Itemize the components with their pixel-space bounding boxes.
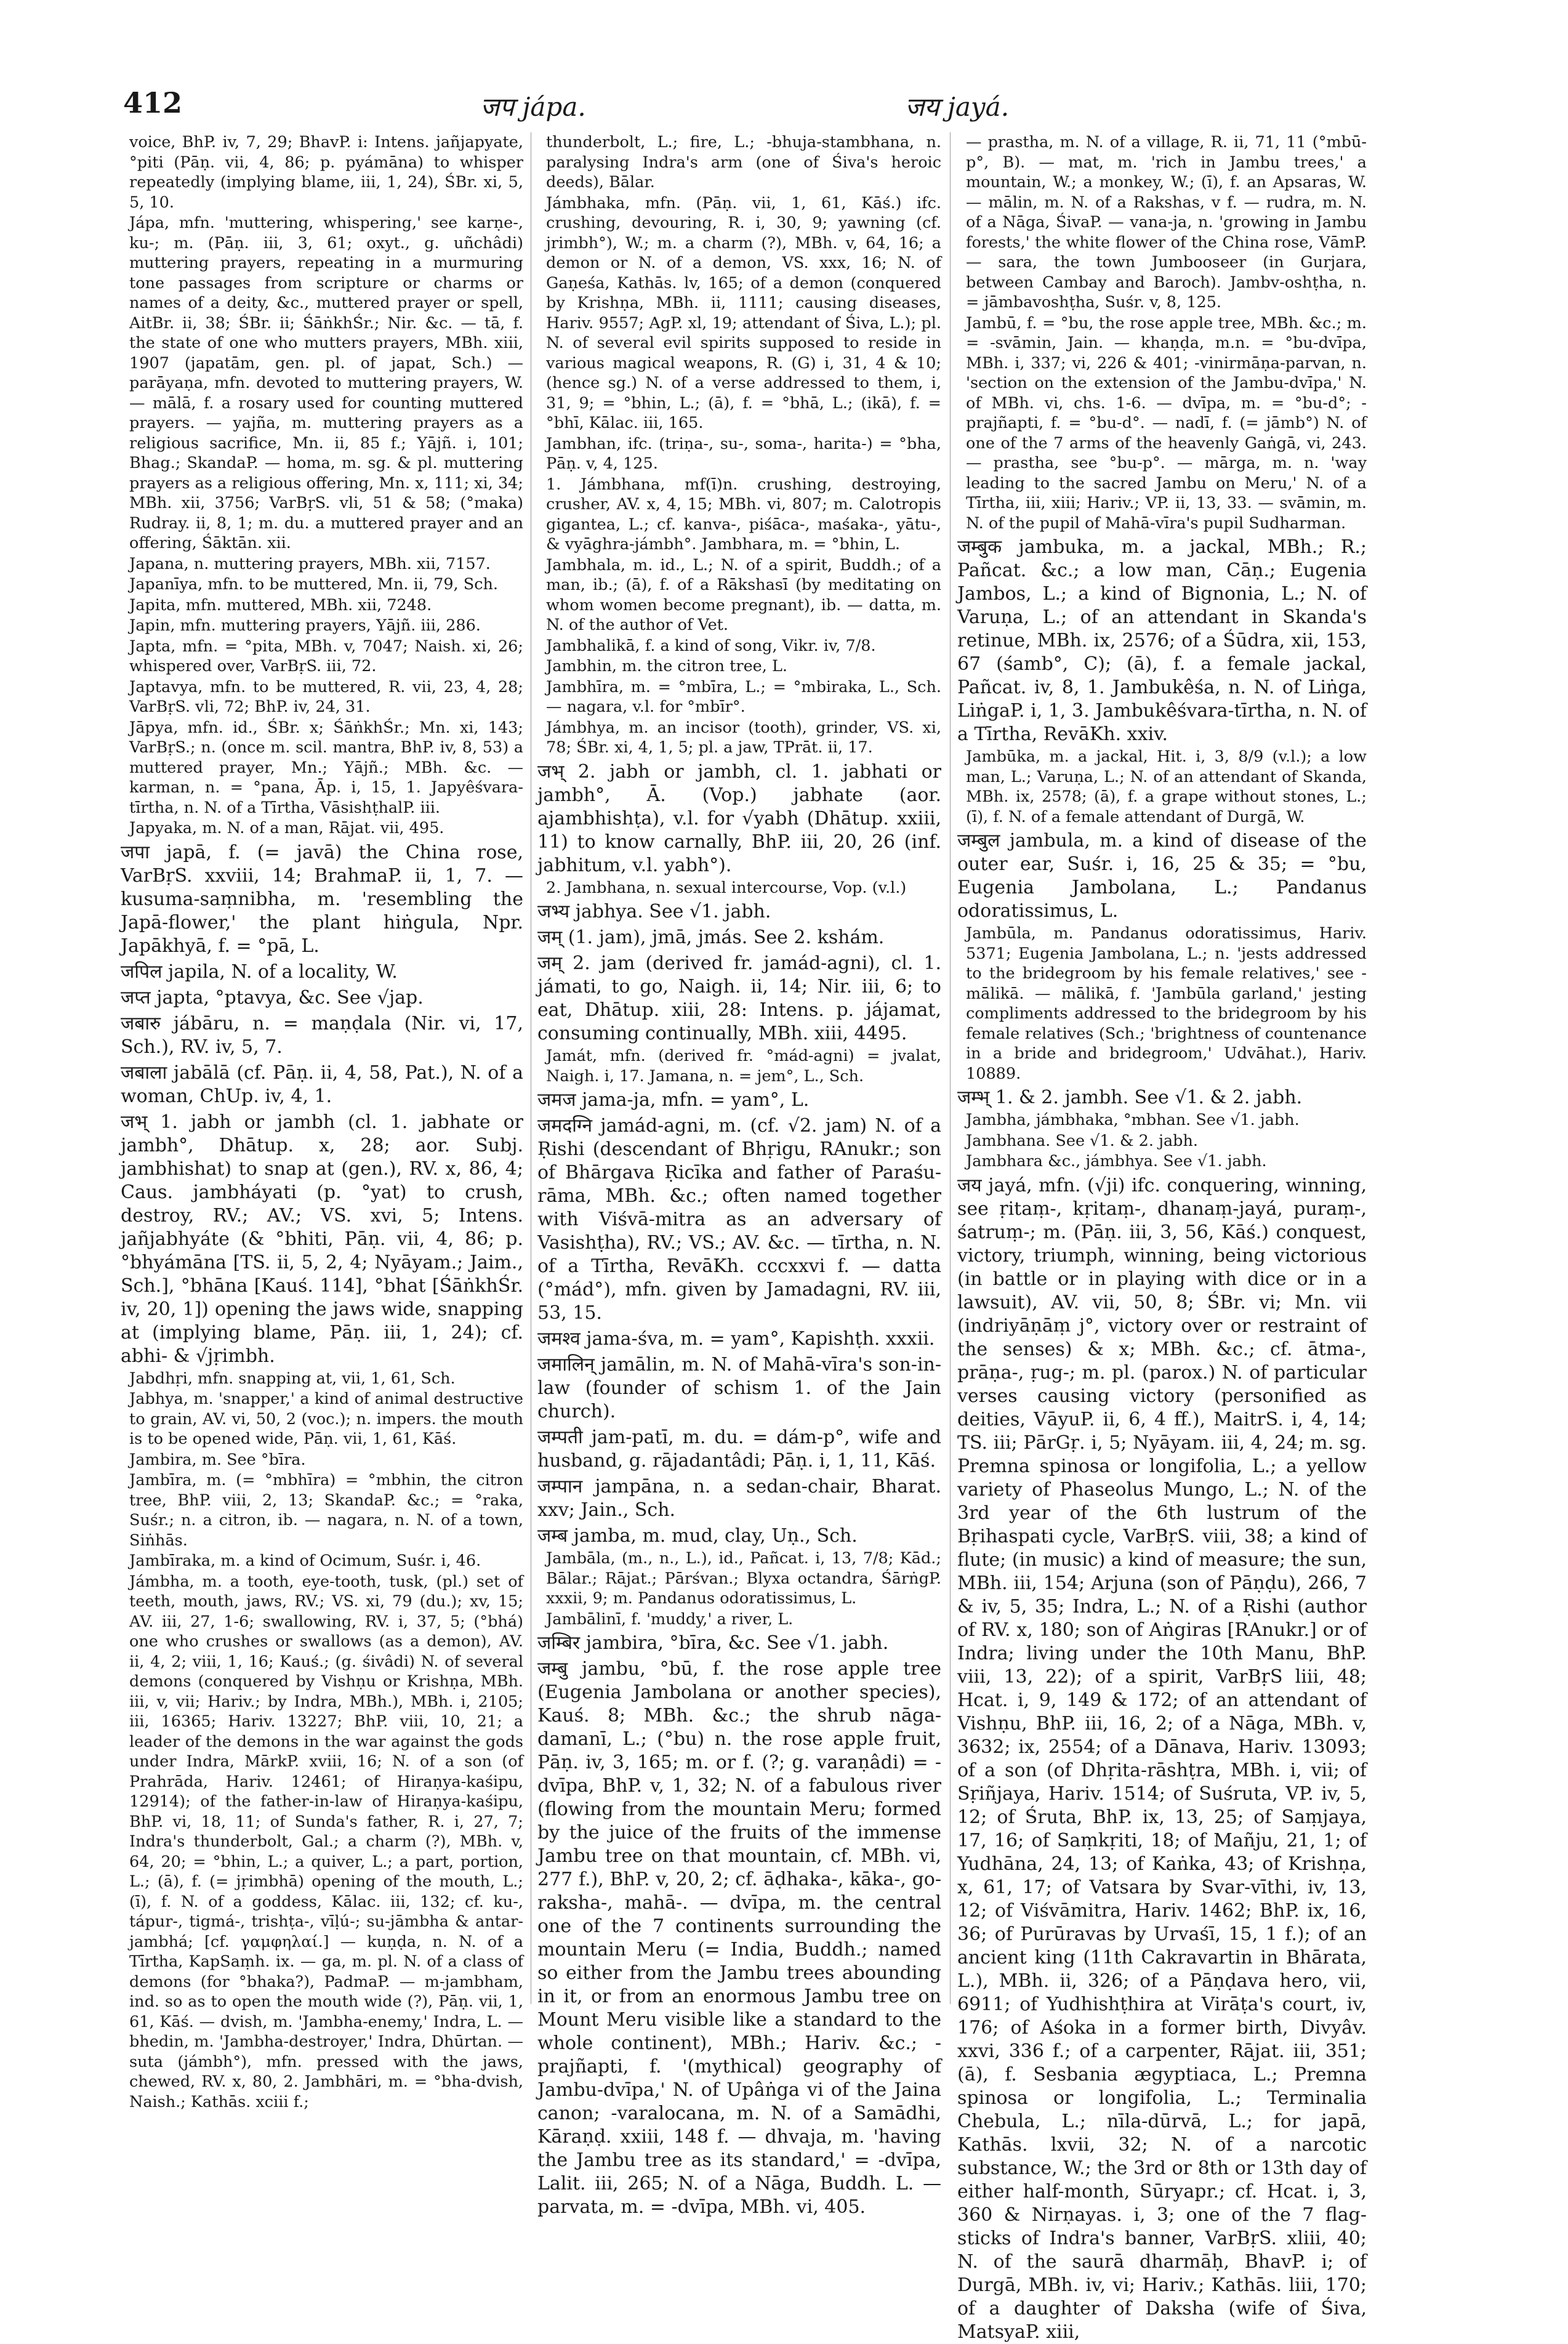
dictionary-subentry: Jambhalikā, f. a kind of song, Vikr. iv, 7/8.: [546, 636, 876, 655]
running-head-left: जप jápa.: [480, 92, 586, 122]
dictionary-headword-entry: जम्बुल jambula, m. a kind of disease of the outer ear, Suśr. i, 16, 25 & 35; = °bu, Eugenia Jambolana, L.; Pandanus odoratissimus, L.: [957, 830, 1367, 922]
column-1: [121, 132, 523, 2111]
dictionary-subentry: Jambū, f. = °bu, the rose apple tree, MBh. &c.; m. = -svāmin, Jain. — khaṇḍa, m.n. = °bu-dvīpa, MBh. i, 337; vi, 226 & 401; -vinirmāṇa-parvan, n. 'section on the extension of the Jambu-dvīpa,' N. of MBh. vi, chs. 1-6. — dvīpa, m. = °bu-d°; -prajñapti, f. = °bu-d°. — nadī, f. (= jāmb°) N. of one of the 7 arms of the heavenly Gaṅgā, vi, 243. — prastha, see °bu-p°. — mārga, m. n. 'way leading to the sacred Jambu on Meru,' N. of a Tīrtha, iii, xiii; Hariv.; VP. ii, 13, 33. — svāmin, m. N. of the pupil of Mahā-vīra's pupil Sudharman.: [966, 313, 1367, 533]
dictionary-headword-entry: जबारु jábāru, n. = maṇḍala (Nir. vi, 17, Sch.), RV. iv, 5, 7.: [121, 1012, 523, 1058]
dictionary-subentry: Jambūka, m. a jackal, Hit. i, 3, 8/9 (v.l.); a low man, L.; Varuṇa, L.; N. of an attendant of Skanda, MBh. ix, 2578; (ā), f. a grape without stones, L.; (ī), f. N. of a female attendant of Durgā, W.: [966, 747, 1367, 826]
dictionary-subentry: Jambira, m. See °bīra.: [129, 1450, 306, 1469]
dictionary-subentry: Japtavya, mfn. to be muttered, R. vii, 23, 4, 28; VarBṛS. vli, 72; BhP. iv, 24, 31.: [129, 677, 523, 716]
column-3: [957, 132, 1367, 2343]
dictionary-headword-entry: जपिल japila, N. of a locality, W.: [121, 961, 398, 983]
dictionary-headword-entry: जभ्य jabhya. See √1. jabh.: [537, 901, 771, 922]
dictionary-headword-entry: जमश्व jama-śva, m. = yam°, Kapishṭh. xxxii.: [537, 1328, 935, 1350]
page-header: [123, 86, 1354, 129]
dictionary-subentry: 2. Jambhana, n. sexual intercourse, Vop. (v.l.): [546, 878, 907, 897]
dictionary-subentry: Jámbha, m. a tooth, eye-tooth, tusk, (pl.) set of teeth, mouth, jaws, RV.; VS. xi, 79 (du.); xv, 15; AV. iii, 27, 1-6; swallowing, RV. i, 37, 5; (°bhá) one who crushes or swallows (as a demon), AV. ii, 4, 2; viii, 1, 16; Kauś.; (g. śivâdi) N. of several demons (conquered by Vishṇu or Krishṇa, MBh. iii, v, vii; Hariv.; by Indra, MBh.), MBh. i, 2105; iii, 16365; Hariv. 13227; BhP. viii, 10, 21; a leader of the demons in the war against the gods under Indra, MārkP. xviii, 16; N. of a son (of Prahrāda, Hariv. 12461; of Hiraṇya-kaśipu, 12914); of the father-in-law of Hiraṇya-kaśipu, BhP. vi, 18, 11; of Sunda's father, R. i, 27, 7; Indra's thunderbolt, Gal.; a charm (?), MBh. v, 64, 20; = °bhin, L.; a quiver, L.; a part, portion, L.; (ā), f. (= jṛimbhā) opening of the mouth, L.; (ī), f. N. of a goddess, Kālac. iii, 132; cf. ku-, tápur-, tigmá-, trishṭa-, vīḷú-; su-jāmbha & antar-jambhá; [cf. γαμφηλαί.] — kuṇḍa, n. N. of a Tīrtha, KapSaṃh. ix. — ga, m. pl. N. of a class of demons (for °bhaka?), PadmaP. — m-jambham, ind. so as to open the mouth wide (?), Pāṇ. vii, 1, 61, Kāś. — dvish, m. 'Jambha-enemy,' Indra, L. — bhedin, m. 'Jambha-destroyer,' Indra, Dhūrtan. — suta (jámbh°), mfn. pressed with the jaws, chewed, RV. x, 80, 2. Jambhāri, m. = °bha-dvish, Naish.; Kathās. xciii f.;: [129, 1572, 523, 2111]
dictionary-subentry: Jambha, jámbhaka, °mbhan. See √1. jabh.: [966, 1111, 1300, 1129]
dictionary-subentry: 1. Jámbhana, mf(ī)n. crushing, destroying, crusher, AV. x, 4, 15; MBh. vi, 807; m. Calotropis gigantea, L.; cf. kanva-, piśāca-, maśaka-, yātu-, & vyāghra-jámbh°. Jambhara, m. = °bhin, L.: [546, 475, 941, 554]
dictionary-subentry: Jambāla, (m., n., L.), id., Pañcat. i, 13, 7/8; Kād.; Bālar.; Rājat.; Pārśvan.; Blyxa octandra, ŚārṅgP. xxxii, 9; m. Pandanus odoratissimus, L.: [546, 1549, 941, 1608]
dictionary-subentry: Jambhala, m. id., L.; N. of a spirit, Buddh.; of a man, ib.; (ā), f. of a Rākshasī (by meditating on whom women become pregnant), ib. — datta, m. N. of the author of Vet.: [546, 555, 941, 634]
dictionary-subentry: Jámbhya, m. an incisor (tooth), grinder, VS. xi, 78; ŚBr. xi, 4, 1, 5; pl. a jaw, TPrāt. ii, 17.: [546, 718, 941, 757]
dictionary-headword-entry: जभ् 1. jabh or jambh (cl. 1. jabhate or jambh°, Dhātup. x, 28; aor. Subj. jambhishat) to snap at (gen.), RV. x, 86, 4; Caus. jambháyati (p. °yat) to crush, destroy, RV.; AV.; VS. xvi, 5; Intens. jañjabhyáte (& °bhiti, Pāṇ. vii, 4, 86; p. °bhyámāna [TS. ii, 5, 2, 4; Nyāyam.; Jaim., Sch.], °bhāna [Kauś. 114], °bhat [ŚāṅkhŚr. iv, 20, 1]) opening the jaws wide, snapping at (implying blame, Pāṇ. iii, 1, 24); cf. abhi- & √jṛimbh.: [121, 1111, 523, 1367]
dictionary-subentry: Jambūla, m. Pandanus odoratissimus, Hariv. 5371; Eugenia Jambolana, L.; n. 'jests addressed to the bridegroom by his female relatives,' see -mālikā. — mālikā, f. 'Jambūla garland,' jesting compliments addressed to the bridegroom by his female relatives (Sch.; 'brightness of countenance in a bride and bridegroom,' Udvāhat.), Hariv. 10889.: [966, 924, 1367, 1083]
dictionary-subentry: voice, BhP. iv, 7, 29; BhavP. i: Intens. jañjapyate, °piti (Pāṇ. vii, 4, 86; p. pyámāna) to whisper repeatedly (implying blame, iii, 1, 24), ŚBr. xi, 5, 5, 10.: [129, 133, 523, 212]
dictionary-subentry: Jabhya, m. 'snapper,' a kind of animal destructive to grain, AV. vi, 50, 2 (voc.); n. impers. the mouth is to be opened wide, Pāṇ. vii, 1, 61, Kāś.: [129, 1390, 523, 1448]
dictionary-headword-entry: जय jayá, mfn. (√ji) ifc. conquering, winning, see ṛitaṃ-, kṛitaṃ-, dhanaṃ-jayá, puraṃ-, śatruṃ-; m. (Pāṇ. iii, 3, 56, Kāś.) conquest, victory, triumph, winning, being victorious (in battle or in playing with dice or in a lawsuit), AV. vii, 50, 8; ŚBr. vi; Mn. vii (indriyāṇāṃ j°, victory over or restraint of the senses) & x; MBh. &c.; cf. ātma-, prāṇa-, ṛug-; m. pl. (parox.) N. of particular verses causing victory (personified as deities, VāyuP. ii, 6, 4 ff.), MaitrS. i, 4, 14; TS. iii; PārGṛ. i, 5; Nyāyam. iii, 4, 24; m. sg. Premna spinosa or longifolia, L.; a yellow variety of Phaseolus Mungo, L.; N. of the 3rd year of the 6th lustrum of the Bṛihaspati cycle, VarBṛS. viii, 38; a kind of flute; (in music) a kind of measure; the sun, MBh. iii, 154; Arjuna (son of Pāṇḍu), 266, 7 & iv, 5, 35; Indra, L.; N. of a Ṛishi (author of RV. x, 180; son of Aṅgiras [RAnukr.] or of Indra; living under the 10th Manu, BhP. viii, 13, 22); of a spirit, VarBṛS liii, 48; Hcat. i, 9, 149 & 172; of an attendant of Vishṇu, BhP. iii, 16, 2; of a Nāga, MBh. v, 3632; ix, 2554; of a Dānava, Hariv. 13093; of a son (of Dhṛita-rāshṭra, MBh. i, vii; of Sṛiñjaya, Hariv. 1514; of Suśruta, VP. iv, 5, 12; of Śruta, BhP. ix, 13, 25; of Saṃjaya, 17, 16; of Saṃkṛiti, 18; of Mañju, 21, 1; of Yudhāna, 24, 13; of Kaṅka, 43; of Krishṇa, x, 61, 17; of Vatsara by Svar-vīthi, iv, 13, 12; of Viśvāmitra, Hariv. 1462; BhP. ix, 16, 36; of Purūravas by Urvaśī, 15, 1 f.); of an ancient king (11th Cakravartin in Bhārata, L.), MBh. ii, 326; of a Pāṇḍava hero, vii, 6911; of Yudhishṭhira at Virāṭa's court, iv, 176; of Aśoka in a former birth, Divyâv. xxvi, 336 f.; of a carpenter, Rājat. iii, 351; (ā), f. Sesbania ægyptiaca, L.; Premna spinosa or longifolia, L.; Terminalia Chebula, L.; nīla-dūrvā, L.; for japā, Kathās. lxvii, 32; N. of a narcotic substance, W.; the 3rd or 8th or 13th day of either half-month, Sūryapr.; cf. Hcat. i, 3, 360 & Nirṇayas. i, 3; one of the 7 flag-sticks of Indra's banner, VarBṛS. xliii, 40; N. of the saurā dharmāḥ, BhavP. i; of Durgā, MBh. iv, vi; Hariv.; Kathās. liii, 170; of a daughter of Daksha (wife of Śiva, MatsyaP. xiii,: [957, 1174, 1367, 2343]
dictionary-headword-entry: जम् (1. jam), jmā, jmás. See 2. kshám.: [537, 927, 885, 948]
dictionary-subentry: Japin, mfn. muttering prayers, Yājñ. iii, 286.: [129, 616, 481, 635]
dictionary-headword-entry: जम्ब jamba, m. mud, clay, Uṇ., Sch.: [537, 1525, 858, 1547]
dictionary-headword-entry: जम्बु jambu, °bū, f. the rose apple tree (Eugenia Jambolana or another species), Kauś. 8; MBh. &c.; the shrub nāga-damanī, L.; (°bu) n. the rose apple fruit, Pāṇ. iv, 3, 165; m. or f. (?; g. varaṇâdi) = -dvīpa, BhP. v, 1, 32; N. of a fabulous river (flowing from the mountain Meru; formed by the juice of the fruits of the immense Jambu tree on that mountain, cf. MBh. vi, 277 f.), BhP. v, 20, 2; cf. āḍhaka-, kāka-, go-raksha-, mahā-. — dvīpa, m. the central one of the 7 continents surrounding the mountain Meru (= India, Buddh.; named so either from the Jambu trees abounding in it, or from an enormous Jambu tree on Mount Meru visible like a standard to the whole continent), MBh.; Hariv. &c.; -prajñapti, f. '(mythical) geography of Jambu-dvīpa,' N. of Upâṅga vi of the Jaina canon; -varalocana, m. N. of a Samādhi, Kāraṇḍ. xxiii, 148 f. — dhvaja, m. 'having the Jambu tree as its standard,' = -dvīpa, Lalit. iii, 265; N. of a Nāga, Buddh. L. — parvata, m. = -dvīpa, MBh. vi, 405.: [537, 1658, 941, 2218]
dictionary-subentry: Jápa, mfn. 'muttering, whispering,' see karṇe-, ku-; m. (Pāṇ. iii, 3, 61; oxyt., g. uñchâdi) muttering prayers, repeating in a murmuring tone passages from scripture or charms or names of a deity, &c., muttered prayer or spell, AitBr. ii, 38; ŚBr. ii; ŚāṅkhŚr.; Nir. &c. — tā, f. the state of one who mutters prayers, MBh. xiii, 1907 (japatām, gen. pl. of japat, Sch.) — parāyaṇa, mfn. devoted to muttering prayers, W. — mālā, f. a rosary used for counting muttered prayers. — yajña, m. muttering prayers as a religious sacrifice, Mn. ii, 85 f.; Yājñ. i, 101; Bhag.; SkandaP. — homa, m. sg. & pl. muttering prayers as a religious offering, Mn. x, 111; xi, 34; MBh. xii, 3756; VarBṛS. vli, 51 & 58; (°maka) Rudray. ii, 8, 1; m. du. a muttered prayer and an offering, Śāktān. xii.: [129, 214, 523, 552]
column-divider: [950, 132, 951, 2004]
dictionary-subentry: thunderbolt, L.; fire, L.; -bhuja-stambhana, n. paralysing Indra's arm (one of Śiva's heroic deeds), Bālar.: [546, 133, 941, 191]
dictionary-subentry: Jambhana. See √1. & 2. jabh.: [966, 1131, 1199, 1150]
dictionary-headword-entry: जम्बिर jambira, °bīra, &c. See √1. jabh.: [537, 1632, 889, 1654]
page-number: 412: [123, 86, 183, 119]
dictionary-subentry: Jamát, mfn. (derived fr. °mád-agni) = jvalat, Naigh. i, 17. Jamana, n. = jem°, L., Sch.: [546, 1047, 941, 1085]
dictionary-subentry: Japyaka, m. N. of a man, Rājat. vii, 495.: [129, 819, 444, 837]
dictionary-headword-entry: जम् 2. jam (derived fr. jamád-agni), cl. 1. jámati, to go, Naigh. ii, 14; Nir. iii, 6; to eat, Dhātup. xiii, 28: Intens. p. jájamat, consuming continually, MBh. xiii, 4495.: [537, 953, 941, 1044]
dictionary-subentry: Japanīya, mfn. to be muttered, Mn. ii, 79, Sch.: [129, 575, 499, 594]
dictionary-subentry: Jambhīra, m. = °mbīra, L.; = °mbiraka, L., Sch. — nagara, v.l. for °mbīr°.: [546, 677, 941, 716]
dictionary-subentry: Jāpya, mfn. id., ŚBr. x; ŚāṅkhŚr.; Mn. xi, 143; VarBṛS.; n. (once m. scil. mantra, BhP. iv, 8, 53) a muttered prayer, Mn.; Yājñ.; MBh. &c. — karman, n. = °pana, Āp. i, 15, 1. Japyêśvara-tīrtha, n. N. of a Tīrtha, VāsishṭhalP. iii.: [129, 718, 523, 817]
dictionary-headword-entry: जप्त japta, °ptavya, &c. See √jap.: [121, 986, 424, 1009]
dictionary-subentry: Jambīraka, m. a kind of Ocimum, Suśr. i, 46.: [129, 1552, 481, 1570]
dictionary-headword-entry: जपा japā, f. (= javā) the China rose, VarBṛS. xxviii, 14; BrahmaP. ii, 1, 7. — kusuma-saṃnibha, m. 'resembling the Japā-flower,' the plant hiṅgula, Npr. Japākhyā, f. = °pā, L.: [121, 841, 523, 957]
dictionary-subentry: Jambhara &c., jámbhya. See √1. jabh.: [966, 1152, 1267, 1170]
dictionary-headword-entry: जमालिन् jamālin, m. N. of Mahā-vīra's son-in-law (founder of schism 1. of the Jain church).: [537, 1354, 941, 1422]
dictionary-subentry: Jámbhaka, mfn. (Pāṇ. vii, 1, 61, Kāś.) ifc. crushing, devouring, R. i, 30, 9; yawning (cf. jrimbh°), W.; m. a charm (?), MBh. v, 64, 16; a demon or N. of a demon, VS. xxx, 16; N. of Gaṇeśa, Kathās. lv, 165; of a demon (conquered by Krishṇa, MBh. ii, 1111; causing diseases, Hariv. 9557; AgP. xl, 19; attendant of Śiva, L.); pl. N. of several evil spirits supposed to reside in various magical weapons, R. (G) i, 31, 4 & 10; (hence sg.) N. of a verse addressed to them, i, 31, 9; = °bhin, L.; (ā), f. = °bhā, L.; (ikā), f. = °bhī, Kālac. iii, 165.: [546, 193, 941, 432]
dictionary-subentry: Jabdhṛi, mfn. snapping at, vii, 1, 61, Sch.: [129, 1369, 456, 1388]
dictionary-headword-entry: जम्पान jampāna, n. a sedan-chair, Bharat. xxv; Jain., Sch.: [537, 1476, 941, 1521]
dictionary-subentry: — prastha, m. N. of a village, R. ii, 71, 11 (°mbū-p°, B). — mat, m. 'rich in Jambu trees,' a mountain, W.; a monkey, W.; (ī), f. an Apsaras, W. — mālin, m. N. of a Rakshas, v f. — rudra, m. N. of a Nāga, ŚivaP. — vana-ja, n. 'growing in Jambu forests,' the white flower of the China rose, VāmP. — sara, the town Jumbooseer (in Gurjara, between Cambay and Baroch). Jambv-oshṭha, n. = jāmbavoshṭha, Suśr. v, 8, 125.: [966, 133, 1367, 312]
dictionary-subentry: Jambīra, m. (= °mbhīra) = °mbhin, the citron tree, BhP. viii, 2, 13; SkandaP. &c.; = °raka, Suśr.; n. a citron, ib. — nagara, n. N. of a town, Siṅhās.: [129, 1471, 523, 1550]
dictionary-subentry: Jambhan, ifc. (triṇa-, su-, soma-, harita-) = °bha, Pāṇ. v, 4, 125.: [546, 434, 941, 473]
dictionary-headword-entry: जम्पती jam-patī, m. du. = dám-p°, wife and husband, g. rājadantâdi; Pāṇ. i, 1, 11, Kāś.: [537, 1427, 941, 1472]
dictionary-subentry: Japita, mfn. muttered, MBh. xii, 7248.: [129, 595, 432, 614]
dictionary-headword-entry: जम्भ् 1. & 2. jambh. See √1. & 2. jabh.: [957, 1087, 1303, 1108]
dictionary-subentry: Japana, n. muttering prayers, MBh. xii, 7157.: [129, 554, 491, 573]
dictionary-headword-entry: जमज jama-ja, mfn. = yam°, L.: [537, 1089, 810, 1111]
dictionary-headword-entry: जम्बुक jambuka, m. a jackal, MBh.; R.; Pañcat. &c.; a low man, Cāṇ.; Eugenia Jambos, L.; a kind of Bignonia, L.; N. of Varuṇa, L.; of an attendant in Skanda's retinue, MBh. ix, 2576; of a Śūdra, xii, 153, 67 (śamb°, C); (ā), f. a female jackal, Pañcat. iv, 8, 1. Jambukêśa, n. N. of Liṅga, LiṅgaP. i, 1, 3. Jambukêśvara-tīrtha, n. N. of a Tīrtha, RevāKh. xxiv.: [957, 536, 1367, 745]
running-head-right: जय jayá.: [905, 92, 1010, 122]
column-2: [537, 132, 941, 2218]
dictionary-headword-entry: जबाला jabālā (cf. Pāṇ. ii, 4, 58, Pat.), N. of a woman, ChUp. iv, 4, 1.: [121, 1061, 523, 1107]
dictionary-subentry: Jambālinī, f. 'muddy,' a river, L.: [546, 1609, 794, 1629]
dictionary-subentry: Japta, mfn. = °pita, MBh. v, 7047; Naish. xi, 26; whispered over, VarBṛS. iii, 72.: [129, 637, 523, 675]
dictionary-headword-entry: जभ् 2. jabh or jambh, cl. 1. jabhati or jambh°, Ā. (Vop.) jabhate (aor. ajambhishṭa), v.l. for √yabh (Dhātup. xxiii, 11) to know carnally, BhP. iii, 20, 26 (inf. jabhitum, v.l. yabh°).: [537, 760, 941, 876]
dictionary-subentry: Jambhin, m. the citron tree, L.: [546, 657, 788, 675]
dictionary-headword-entry: जमदग्नि jamád-agni, m. (cf. √2. jam) N. of a Ṛishi (descendant of Bhṛigu, RAnukr.; son of Bhārgava Ṛicīka and father of Paraśu-rāma, MBh. &c.; often named together with Viśvā-mitra as an adversary of Vasishṭha), RV.; VS.; AV. &c. — tīrtha, n. N. of a Tīrtha, RevāKh. cccxxvi f. — datta (°mád°), mfn. given by Jamadagni, RV. iii, 53, 15.: [537, 1115, 941, 1324]
